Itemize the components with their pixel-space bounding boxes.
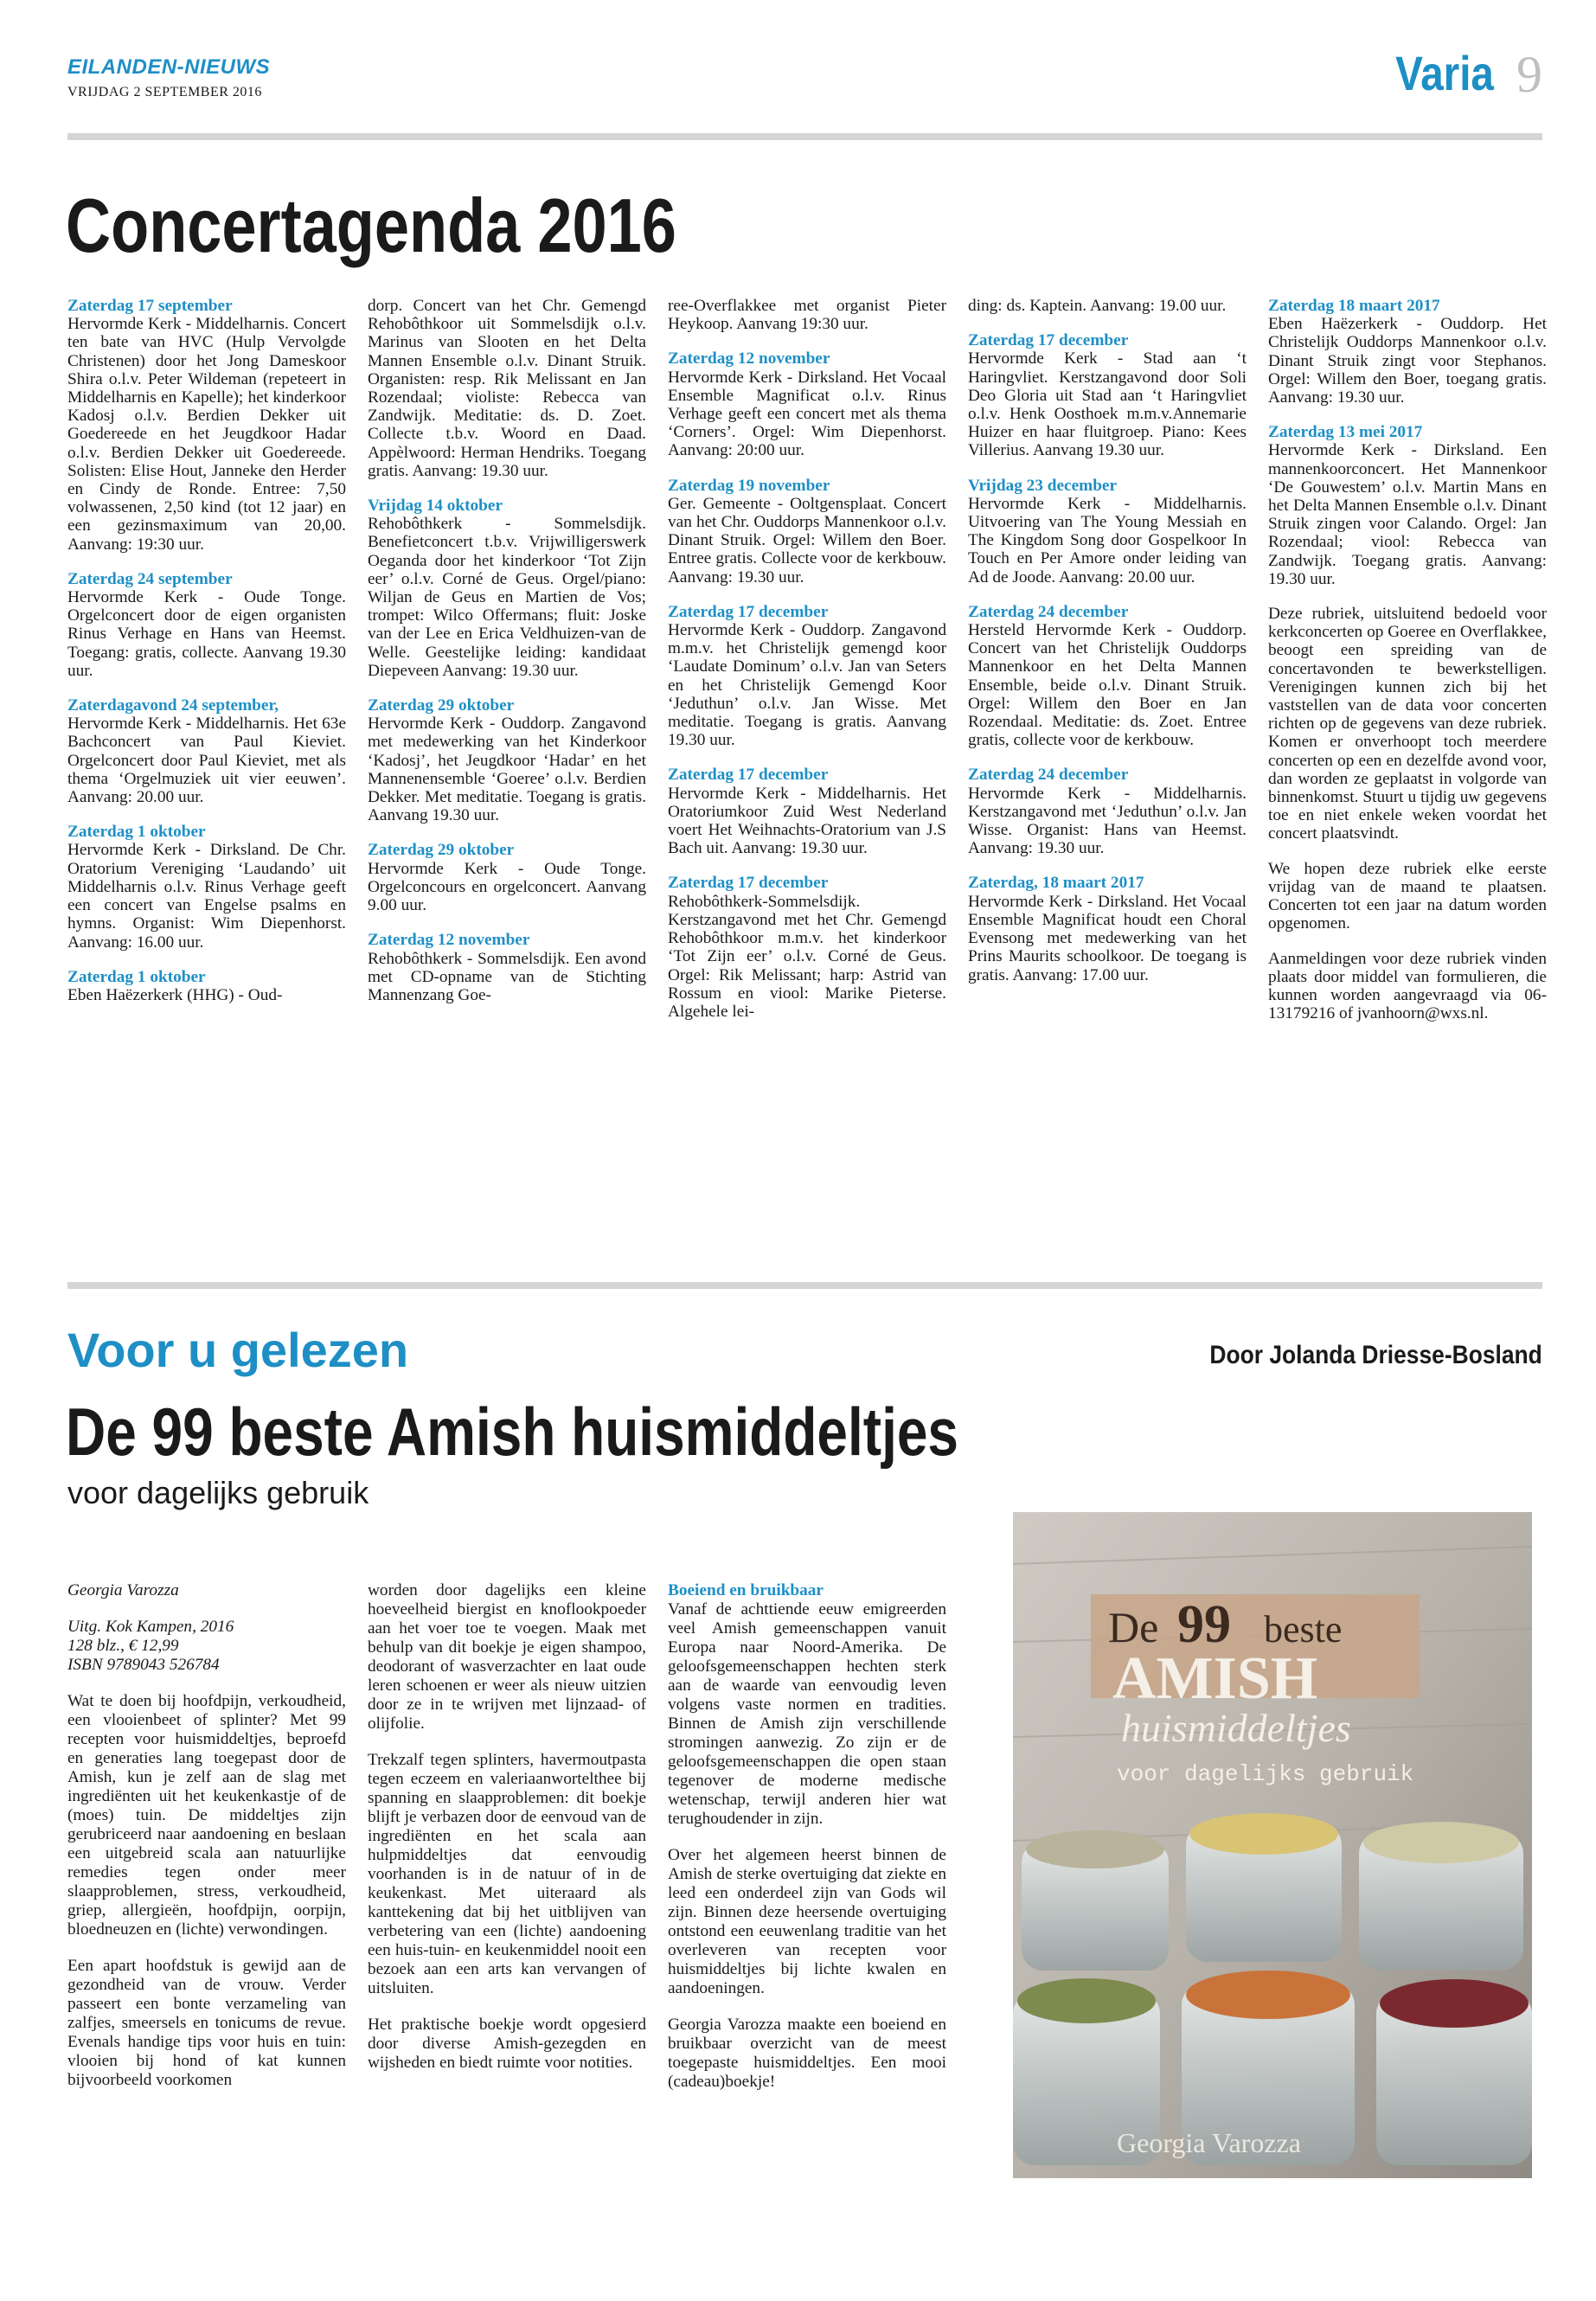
cover-line1: De — [1108, 1603, 1159, 1651]
agenda-date-heading: Vrijdag 14 oktober — [368, 497, 503, 516]
agenda-date-heading: Zaterdag 17 december — [668, 874, 829, 893]
agenda-entry — [668, 874, 946, 1021]
agenda-entry-text: Deze rubriek, uitsluitend bedoeld voor kerkconcerten op Goeree en Overflakkee, beoogt een spreiding van de concertavonden te bewerkstelligen. Verenigingen kunnen zich bij het vaststellen van de data voor concerten richten op de gegevens van deze rubriek. Komen er onverhoopt toch meerdere concerten op een en dezelfde avond voor, dan worden ze geplaatst in volgorde van binnenkomst. Stuurt u tijdig uw gegevens toe en niet enkele weken voordat het concert plaatsvindt. — [1268, 605, 1547, 843]
cover-author: Georgia Varozza — [1117, 2127, 1301, 2158]
agenda-entry-text: Hervormde Kerk - Oude Tonge. Orgelconcours en orgelconcert. Aanvang 9.00 uur. — [368, 859, 646, 915]
article-paragraph: Georgia Varozza maakte een boeiend en bruikbaar overzicht van de meest toegepaste huismiddeltjes. Een mooi (cadeau)boekje! — [668, 2016, 946, 2091]
agenda-date-heading: Zaterdag, 18 maart 2017 — [968, 874, 1144, 893]
book-publisher: Uitg. Kok Kampen, 2016 — [67, 1618, 234, 1636]
article-paragraph: Over het algemeen heerst binnen de Amish de sterke overtuiging dat ziekte en leed een onderdeel zijn van Gods wil zijn. Binnen deze heersende overtuiging ontstond een eeuwenlang traditie van het overleveren van recepten voor huismiddeltjes bij lichte kwalen en aandoeningen. — [668, 1846, 946, 1997]
agenda-entry-text: Hervormde Kerk - Ouddorp. Zangavond met medewerking van het Kinderkoor ‘Kadosj’, het Jeugdkoor ‘Hadar’ en het Mannenensemble ‘Goeree’ o.l.v. Berdien Dekker. Met meditatie. Toegang is gratis. Aanvang 19.30 uur. — [368, 715, 646, 825]
book-pages-price: 128 blz., € 12,99 — [67, 1637, 179, 1655]
section-title: Varia — [1395, 46, 1494, 100]
agenda-entry-text: Hervormde Kerk - Oude Tonge. Orgelconcert door de eigen organisten Rinus Verhage en Hans van Heemst. Toegang: gratis, collecte. Aanvang 19.30 uur. — [67, 588, 346, 680]
agenda-date-heading: Zaterdag 17 december — [968, 331, 1129, 350]
issue-date: VRIJDAG 2 SEPTEMBER 2016 — [67, 85, 262, 99]
agenda-date-heading: Zaterdagavond 24 september, — [67, 696, 279, 715]
article-paragraph: Wat te doen bij hoofdpijn, verkoudheid, een vlooienbeet of splinter? Met 99 recepten voor huismiddeltjes, beproefd en generaties lang toegepast door de Amish, kun je zelf aan de slag met ingrediënten uit het keukenkastje of de (moes) tuin. De middeltjes zijn gerubriceerd naar aandoening en beslaan een uitgebreid scala aan natuurlijke remedies tegen onder meer slaapproblemen, stress, verkoudheid, griep, allergieën, hoofdpijn, oorpijn, bloedneuzen en (lichte) verwondingen. — [67, 1692, 346, 1939]
agenda-date-heading: Zaterdag 18 maart 2017 — [1268, 297, 1440, 315]
agenda-entry — [968, 297, 1247, 315]
header-rule — [67, 133, 1542, 140]
page-number: 9 — [1516, 46, 1542, 103]
agenda-entry — [968, 874, 1247, 984]
agenda-entry — [668, 349, 946, 459]
agenda-entry — [368, 931, 646, 1004]
agenda-entry-text: Hervormde Kerk - Dirksland. Een mannenkoorconcert. Het Mannenkoor ‘De Gouwestem’ o.l.v. Martin Mans en het Delta Mannen Ensemble o.l.v. Dinant Struik zingen voor Calando. Orgel: Jan Rozendaal; viool: Rebecca van Zandwijk. Toegang gratis. Aanvang: 19.30 uur. — [1268, 441, 1547, 588]
agenda-entry-text: Hervormde Kerk - Middelharnis. Het 63e Bachconcert van Paul Kieviet. Orgelconcert door Paul Kieviet, met als thema ‘Orgelmuziek uit vier eeuwen’. Aanvang: 20.00 uur. — [67, 715, 346, 807]
book-isbn: ISBN 9789043 526784 — [67, 1656, 220, 1674]
agenda-date-heading: Zaterdag 24 september — [67, 569, 233, 588]
agenda-date-heading: Zaterdag 17 september — [67, 297, 233, 315]
agenda-entry-text: Eben Haëzerkerk (HHG) - Oud- — [67, 985, 283, 1004]
agenda-entry — [968, 766, 1247, 857]
agenda-entry — [368, 841, 646, 914]
article-column-2 — [368, 1581, 646, 2090]
article-paragraph: Een apart hoofdstuk is gewijd aan de gezondheid van de vrouw. Verder passeert een bonte verzameling van zalfjes, smeersels en tonicums de revue. Evenals handige tips voor huis en tuin: vlooien bij hond of kat kunnen bijvoorbeeld voorkomen — [67, 1957, 346, 2089]
agenda-entry-text: Hervormde Kerk - Stad aan ‘t Haringvliet. Kerstzangavond door Soli Deo Gloria uit Stad aan ‘t Haringvliet o.l.v. Henk Oosthoek m.m.v.Annemarie Huizer en haar fluitgroep. Piano: Kees Villerius. Aanvang 19.30 uur. — [968, 349, 1247, 460]
agenda-entry — [67, 570, 346, 680]
agenda-date-heading: Zaterdag 24 december — [968, 602, 1129, 621]
article-paragraph: worden door dagelijks een kleine hoeveelheid biergist en knoflookpoeder aan het voer toe te voegen. Maak met behulp van dit boekje je eigen shampoo, deodorant of wasverzachter en laat oude leren schoenen er weer als nieuw uitzien door ze in te wrijven met lijnzaad- of olijfolie. — [368, 1581, 646, 1733]
agenda-entry — [668, 477, 946, 586]
agenda-date-heading: Zaterdag 29 oktober — [368, 841, 515, 860]
cover-line5: voor dagelijks gebruik — [1117, 1761, 1414, 1787]
agenda-date-heading: Zaterdag 19 november — [668, 476, 830, 495]
herb-jars — [1013, 1813, 1532, 2165]
agenda-date-heading: Zaterdag 17 december — [668, 602, 829, 621]
agenda-column-2 — [368, 297, 646, 1021]
agenda-column-3 — [668, 297, 946, 1037]
agenda-date-heading: Zaterdag 12 november — [668, 349, 830, 369]
agenda-entry — [67, 696, 346, 806]
agenda-column-4 — [968, 297, 1247, 1001]
article-kicker: Voor u gelezen — [67, 1323, 409, 1377]
agenda-entry — [1268, 423, 1547, 588]
article-title: De 99 beste Amish huismiddeltjes — [66, 1394, 958, 1470]
agenda-entry — [1268, 860, 1547, 933]
article-column-3 — [668, 1581, 946, 2109]
agenda-entry-text: Rehobôthkerk-Sommelsdijk. Kerstzangavond met het Chr. Gemengd Rehobôthkoor m.m.v. het kinderkoor ‘Tot Zijn eer’ o.l.v. Corné de Geus. Orgel: Rik Melissant; harp: Astrid van Rossum en viool: Marike Pieterse. Algehele lei- — [668, 892, 946, 1021]
agenda-date-heading: Zaterdag 1 oktober — [67, 967, 206, 986]
agenda-entry-text: Hervormde Kerk - Middelharnis. Kerstzangavond met ‘Jeduthun’ o.l.v. Jan Wisse. Organist: Hans van Heemst. Aanvang: 19.30 uur. — [968, 784, 1247, 858]
article-byline: Door Jolanda Driesse-Bosland — [1209, 1341, 1542, 1369]
agenda-entry — [968, 331, 1247, 459]
agenda-date-heading: Zaterdag 24 december — [968, 766, 1129, 785]
agenda-entry-text: ree-Overflakkee met organist Pieter Heykoop. Aanvang 19:30 uur. — [668, 297, 946, 334]
agenda-date-heading: Zaterdag 29 oktober — [368, 696, 515, 715]
agenda-entry-text: Ger. Gemeente - Ooltgensplaat. Concert van het Chr. Ouddorps Mannenkoor o.l.v. Dinant Struik. Orgel: Willem den Boer. Entree gratis. Collecte voor de kerkbouw. Aanvang: 19.30 uur. — [668, 494, 946, 586]
agenda-entry — [968, 603, 1247, 750]
agenda-entry-text: Hervormde Kerk - Ouddorp. Zangavond m.m.v. het Christelijk gemengd koor ‘Laudate Dominum’ o.l.v. Jan van Seters en het Christelijk Gemengd Koor ‘Jeduthun’ o.l.v. Jan Wisse. Met meditatie. Toegang is gratis. Aanvang 19.30 uur. — [668, 621, 946, 750]
agenda-entry — [368, 297, 646, 480]
cover-number: 99 — [1177, 1595, 1231, 1654]
agenda-column-5 — [1268, 297, 1547, 1039]
agenda-entry — [368, 696, 646, 824]
agenda-entry-text: dorp. Concert van het Chr. Gemengd Rehobôthkoor uit Sommelsdijk o.l.v. Marinus van Slooten en het Delta Mannen Ensemble o.l.v. Dinant Struik. Organisten: resp. Rik Melissant en Jan Rozendaal; violiste: Rebecca van Zandwijk. Meditatie: ds. D. Zoet. Collecte t.b.v. Woord en Daad. Appèlwoord: Herman Hendriks. Toegang gratis. Aanvang: 19.30 uur. — [368, 297, 646, 480]
agenda-entry — [67, 968, 346, 1004]
agenda-date-heading: Zaterdag 17 december — [668, 766, 829, 785]
agenda-entry — [1268, 297, 1547, 407]
masthead-logo: EILANDEN-NIEUWS — [67, 55, 271, 79]
agenda-entry — [67, 823, 346, 951]
agenda-entry-text: Hervormde Kerk - Middelharnis. Het Oratoriumkoor Zuid West Nederland voert Het Weihnachts-Oratorium van J.S Bach uit. Aanvang: 19.30 uur. — [668, 784, 946, 858]
article-paragraph: Trekzalf tegen splinters, havermoutpasta tegen eczeem en valeriaanwortelthee bij spanning en slaapproblemen: dit boekje blijft je verbazen door de eenvoud van de ingrediënten en het scala aan hulpmiddeltjes dat eenvoudig voorhanden is in de natuur of in de keukenkast. Met uiteraard als kanttekening dat bij het uitblijven van verbetering van een (lichte) aandoening een huis-tuin- en keukenmiddel nooit een bezoek aan een arts kan vervangen of uitsluiten. — [368, 1751, 646, 1997]
agenda-date-heading: Zaterdag 1 oktober — [67, 823, 206, 842]
agenda-entry-text: Hersteld Hervormde Kerk - Ouddorp. Concert van het Christelijk Ouddorps Mannenkoor en het Delta Mannen Ensemble, beide o.l.v. Dinant Struik. Orgel: Willem den Boer en Jan Rozendaal. Meditatie: ds. Zoet. Entree gratis, collecte voor de kerkbouw. — [968, 621, 1247, 750]
agenda-date-heading: Zaterdag 13 mei 2017 — [1268, 423, 1423, 442]
agenda-entry — [668, 766, 946, 857]
agenda-entry — [67, 297, 346, 554]
cover-line2: beste — [1264, 1608, 1343, 1650]
agenda-entry-text: Rehobôthkerk - Sommelsdijk. Benefietconcert t.b.v. Vrijwilligerswerk Oeganda door het kinderkoor ‘Tot Zijn eer’ o.l.v. Corné de Geus. Orgel/piano: Wiljan de Geus en Martien de Vos; trompet: Wilco Offermans; fluit: Joske van der Lee en Erica Veldhuizen-van de Welle. Geestelijke leiding: kandidaat Diepeveen Aanvang: 19.30 uur. — [368, 515, 646, 680]
section-rule — [67, 1282, 1542, 1289]
book-cover-image — [1013, 1512, 1532, 2178]
article-subtitle: voor dagelijks gebruik — [67, 1475, 369, 1510]
cover-line4: huismiddeltjes — [1121, 1706, 1351, 1750]
cover-line3: AMISH — [1112, 1645, 1318, 1712]
article-paragraph: Vanaf de achttiende eeuw emigreerden veel Amish gemeenschappen vanuit Europa naar Noord-Amerika. De geloofsgemeenschappen hechten sterk aan de waarde van eenvoudig leven volgens vaste normen en tradities. Binnen de Amish zijn verschillende stromingen aanwezig. Zo zijn er de geloofsgemeenschappen die open staan tegenover de moderne medische wetenschap, terwijl anderen hier wat terughoudender in zijn. — [668, 1600, 946, 1828]
agenda-entry-text: Eben Haëzerkerk - Ouddorp. Het Christelijk Ouddorps Mannenkoor o.l.v. Dinant Struik zingt voor Stephanos. Orgel: Willem den Boer, toegang gratis. Aanvang: 19.30 uur. — [1268, 315, 1547, 407]
agenda-entry — [668, 297, 946, 333]
agenda-entry-text: Hervormde Kerk - Middelharnis. Concert ten bate van HVC (Hulp Vervolgde Christenen) door het Jong Dameskoor Shira o.l.v. Peter Wildeman (repeteert in Middelharnis en Kapelle); het kinderkoor Kadosj o.l.v. Berdien Dekker uit Goedereede en het Jeugdkoor Hadar o.l.v. Berdien Dekker uit Goedereede. Solisten: Elise Hout, Janneke den Herder en Cindy de Ronde. Entree: 7,50 volwassenen, 2,50 kind (tot 12 jaar) en een gezinsmaximum van 20,00. Aanvang: 19:30 uur. — [67, 315, 346, 554]
agenda-entry — [1268, 950, 1547, 1023]
agenda-date-heading: Vrijdag 23 december — [968, 476, 1118, 495]
agenda-column-1 — [67, 297, 346, 1021]
article-paragraph: Het praktische boekje wordt opgesierd door diverse Amish-gezegden en wijsheden en biedt ruimte voor notities. — [368, 2016, 646, 2072]
agenda-entry-text: Hervormde Kerk - Dirksland. Het Vocaal Ensemble Magnificat houdt een Choral Evensong met medewerking van het Prins Maurits schoolkoor. De toegang is gratis. Aanvang: 17.00 uur. — [968, 892, 1247, 984]
article-subheading: Boeiend en bruikbaar — [668, 1581, 824, 1599]
book-author: Georgia Varozza — [67, 1581, 179, 1599]
agenda-entry-text: Aanmeldingen voor deze rubriek vinden plaats door middel van formulieren, die kunnen worden aangevraagd via 06-13179216 of jvanhoorn@wxs.nl. — [1268, 949, 1547, 1023]
agenda-entry-text: Rehobôthkerk - Sommelsdijk. Een avond met CD-opname van de Stichting Mannenzang Goe- — [368, 949, 646, 1004]
agenda-date-heading: Zaterdag 12 november — [368, 931, 530, 950]
agenda-entry-text: Hervormde Kerk - Dirksland. De Chr. Oratorium Vereniging ‘Laudando’ uit Middelharnis o.l.v. Rinus Verhage geeft een concert van Engelse psalms en hymns. Organist: Wim Diepenhorst. Aanvang: 16.00 uur. — [67, 841, 346, 952]
agenda-entry-text: Hervormde Kerk - Middelharnis. Uitvoering van The Young Messiah en The Kingdom Song door Gospelkoor In Touch en Per Amore onder leiding van Ad de Joode. Aanvang: 20.00 uur. — [968, 494, 1247, 586]
agenda-entry-text: We hopen deze rubriek elke eerste vrijdag van de maand te plaatsen. Concerten tot een jaar na datum worden opgenomen. — [1268, 859, 1547, 933]
agenda-entry — [1268, 605, 1547, 843]
agenda-entry — [368, 497, 646, 680]
agenda-entry-text: ding: ds. Kaptein. Aanvang: 19.00 uur. — [968, 297, 1227, 315]
article-column-1 — [67, 1581, 346, 2107]
page-title: Concertagenda 2016 — [66, 183, 676, 268]
agenda-entry — [968, 477, 1247, 586]
agenda-entry-text: Hervormde Kerk - Dirksland. Het Vocaal Ensemble Magnificat o.l.v. Rinus Verhage geeft een concert met als thema ‘Corners’. Orgel: Wim Diepenhorst. Aanvang: 20:00 uur. — [668, 368, 946, 460]
agenda-entry — [668, 603, 946, 750]
